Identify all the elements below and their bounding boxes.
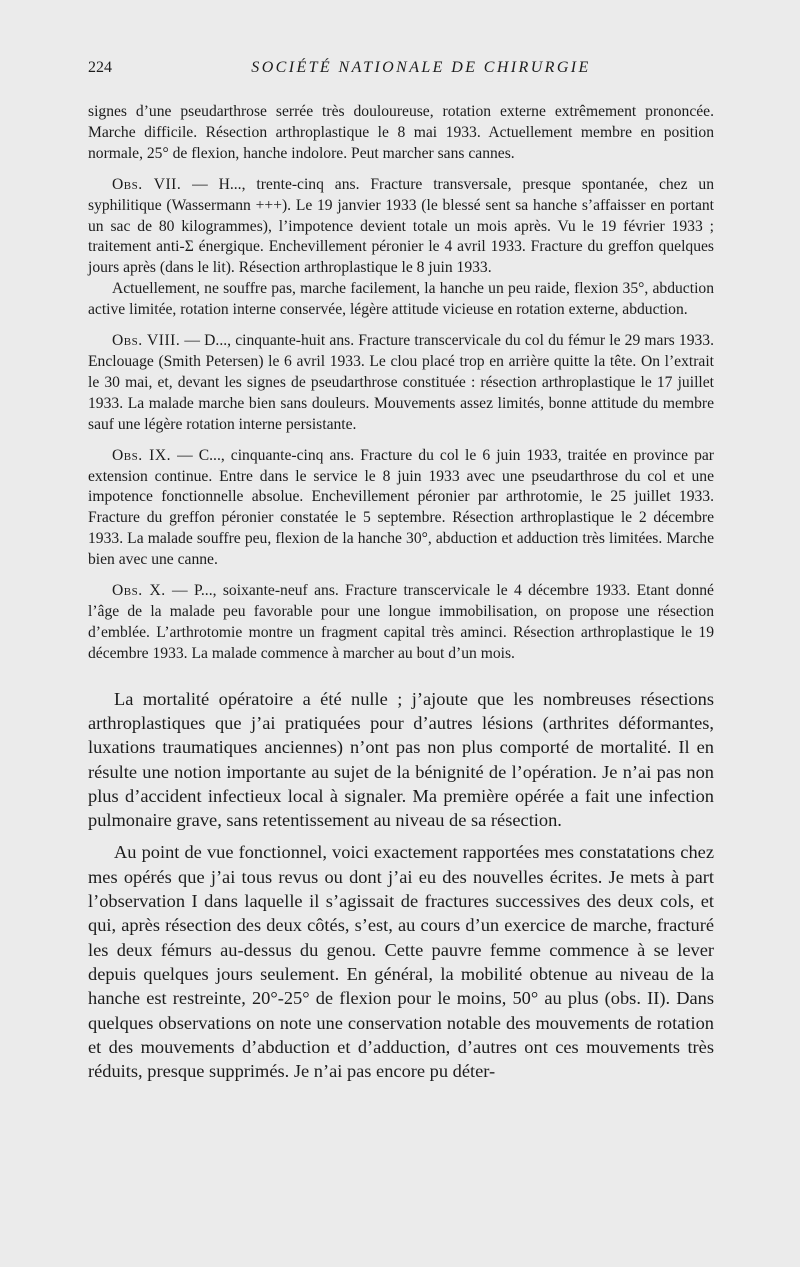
- observation-text: — H..., trente-cinq ans. Fracture transversale, presque spontanée, chez un syphilitique (Wassermann +++). Le 19 janvier 1933 (le blessé sent sa hanche s’affaisser en portant un sac de 80 kilogrammes), l’impotence devient totale un mois après. Vu le 19 février 1933 ; traitement anti-Σ énergique. Enchevillement péronier le 4 avril 1933. Fracture du greffon quelques jours après (dans le lit). Résection arthroplastique le 8 juin 1933.: [88, 175, 714, 277]
- observation-text: — P..., soixante-neuf ans. Fracture transcervicale le 4 décembre 1933. Etant donné l’âge de la malade peu favorable pour une longue immobilisation, on propose une résection d’emblée. L’arthrotomie montre un fragment capital très aminci. Résection arthroplastique le 19 décembre 1933. La malade commence à marcher au bout d’un mois.: [88, 582, 714, 662]
- observation-label: Obs. X.: [112, 582, 166, 600]
- paragraph-obs-vi-continued: signes d’une pseudarthrose serrée très douloureuse, rotation externe extrêmement prononcée. Marche difficile. Résection arthroplastique le 8 mai 1933. Actuellement membre en position normale, 25° de flexion, hanche indolore. Peut marcher sans cannes.: [88, 103, 714, 162]
- observation-text: — D..., cinquante-huit ans. Fracture transcervicale du col du fémur le 29 mars 1933. Enclouage (Smith Petersen) le 6 avril 1933. Le clou placé trop en arrière quitte la tête. On l’extrait le 30 mai, et, devant les signes de pseudarthrose constituée : résection arthroplastique le 17 juillet 1933. La malade marche bien sans douleurs. Mouvements assez limités, bonne attitude du membre sauf une légère rotation interne persistante.: [88, 332, 714, 433]
- observation-label: Obs. VIII.: [112, 332, 181, 350]
- paragraph-obs-vii-followup: Actuellement, ne souffre pas, marche facilement, la hanche un peu raide, flexion 35°, abduction active limitée, rotation interne conservée, légère attitude vicieuse en rotation externe, abduction.: [88, 280, 714, 319]
- paragraph-obs-ix: [88, 446, 714, 571]
- paragraph-obs-x: [88, 581, 714, 665]
- paragraph-obs-viii: [88, 331, 714, 436]
- observation-label: Obs. VII.: [112, 175, 182, 193]
- running-head: SOCIÉTÉ NATIONALE DE CHIRURGIE: [251, 59, 591, 76]
- page-number: 224: [88, 59, 112, 76]
- paragraph-functional-results: Au point de vue fonctionnel, voici exactement rapportées mes constatations chez mes opérés que j’ai tous revus ou dont j’ai eu des nouvelles écrites. Je mets à part l’observation I dans laquelle il s’agissait de fractures successives des deux cols, et qui, après résection des deux côtés, s’est, au cours d’un exercice de marche, fracturé les deux fémurs au-dessus du genou. Cette pauvre femme commence à se lever depuis quelques jours seulement. En général, la mobilité obtenue au niveau de la hanche est restreinte, 20°-25° de flexion pour le moins, 50° au plus (obs. II). Dans quelques observations on note une conservation notable des mouvements de rotation et des mouvements d’abduction et d’adduction, d’autres ont ces mouvements très réduits, presque supprimés. Je n’ai pas encore pu déter-: [88, 842, 714, 1082]
- observation-text: — C..., cinquante-cinq ans. Fracture du col le 6 juin 1933, traitée en province par extension continue. Entre dans le service le 8 juin 1933 avec une pseudarthrose du col et une impotence fonctionnelle absolue. Enchevillement péronier par arthrotomie, le 25 juillet 1933. Fracture du greffon péronier constatée le 5 septembre. Résection arthroplastique le 2 décembre 1933. La malade souffre peu, flexion de la hanche 30°, abduction et adduction très limitées. Marche bien avec une canne.: [88, 446, 714, 569]
- paragraph-mortality: La mortalité opératoire a été nulle ; j’ajoute que les nombreuses résections arthroplastiques que j’ai pratiquées pour d’autres lésions (arthrites déformantes, luxations traumatiques anciennes) n’ont pas non plus comporté de mortalité. Il en résulte une notion importante au sujet de la bénignité de l’opération. Je n’ai pas non plus d’accident infectieux local à signaler. Ma première opérée a fait une infection pulmonaire grave, sans retentissement au niveau de sa résection.: [88, 688, 714, 831]
- paragraph-obs-vii: [88, 175, 714, 280]
- observation-label: Obs. IX.: [112, 446, 172, 464]
- article-body: [88, 102, 714, 1083]
- page-header: [88, 56, 714, 80]
